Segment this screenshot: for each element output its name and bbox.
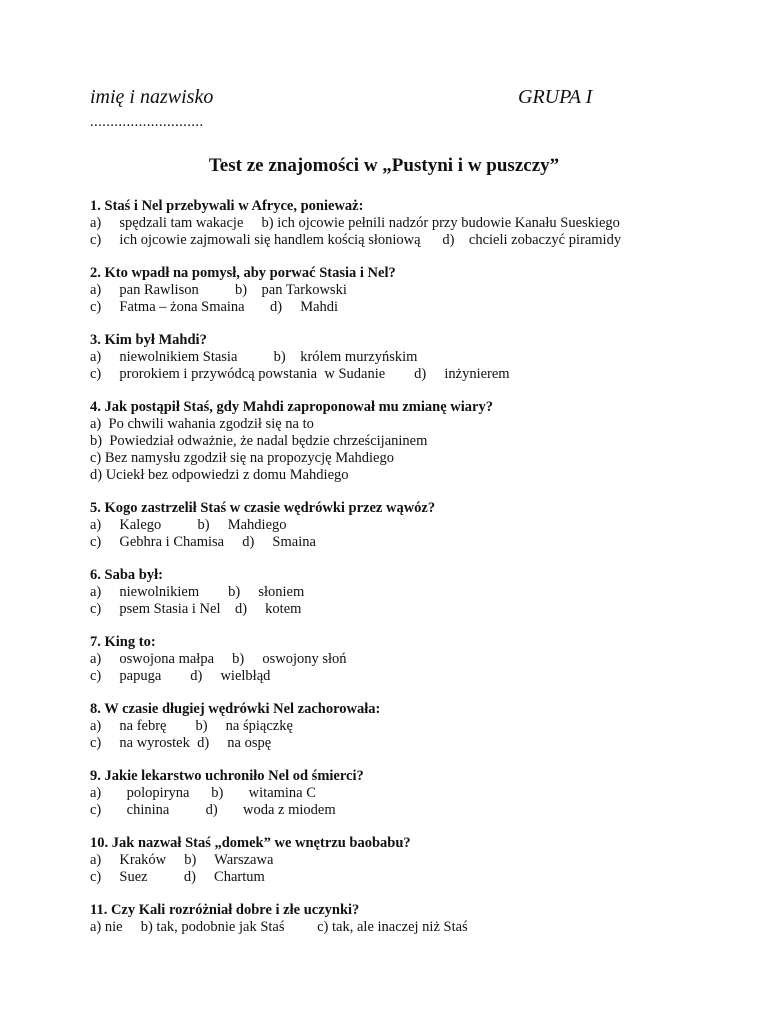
answer-line: a) Po chwili wahania zgodził się na to bbox=[90, 416, 314, 432]
answer-line: c) Gebhra i Chamisa d) Smaina bbox=[90, 534, 316, 550]
question-6 bbox=[90, 567, 730, 618]
answer-line: a) oswojona małpa b) oswojony słoń bbox=[90, 651, 347, 667]
question-text: 6. Saba był: bbox=[90, 567, 163, 583]
page-title: Test ze znajomości w „Pustyni i w puszczy” bbox=[208, 155, 560, 176]
question-text: 1. Staś i Nel przebywali w Afryce, ponieważ: bbox=[90, 198, 364, 214]
answer-line: c) psem Stasia i Nel d) kotem bbox=[90, 601, 302, 617]
group-label: GRUPA I bbox=[518, 86, 593, 108]
answer-line: a) na febrę b) na śpiączkę bbox=[90, 718, 293, 734]
question-text: 4. Jak postąpił Staś, gdy Mahdi zaproponował mu zmianę wiary? bbox=[90, 399, 493, 415]
answer-line: c) Bez namysłu zgodził się na propozycję Mahdiego bbox=[90, 450, 394, 466]
answer-line: c) na wyrostek d) na ospę bbox=[90, 735, 272, 751]
name-blank-line: ............................ bbox=[90, 114, 204, 130]
question-text: 7. King to: bbox=[90, 634, 156, 650]
question-text: 8. W czasie długiej wędrówki Nel zachorowała: bbox=[90, 701, 381, 717]
answer-line: b) Powiedział odważnie, że nadal będzie chrześcijaninem bbox=[90, 433, 428, 449]
question-text: 10. Jak nazwał Staś „domek” we wnętrzu baobabu? bbox=[90, 835, 411, 851]
question-4 bbox=[90, 399, 730, 484]
answer-line: a) Kraków b) Warszawa bbox=[90, 852, 274, 868]
answer-line: a) niewolnikiem b) słoniem bbox=[90, 584, 305, 600]
answer-line: c) chinina d) woda z miodem bbox=[90, 802, 336, 818]
answer-line: a) spędzali tam wakacje b) ich ojcowie pełnili nadzór przy budowie Kanału Sueskiego bbox=[90, 215, 620, 231]
question-2 bbox=[90, 265, 730, 316]
question-list bbox=[90, 198, 730, 952]
question-10 bbox=[90, 835, 730, 886]
question-11 bbox=[90, 902, 730, 936]
answer-line: a) Kalego b) Mahdiego bbox=[90, 517, 287, 533]
answer-line: a) niewolnikiem Stasia b) królem murzyńskim bbox=[90, 349, 418, 365]
question-1 bbox=[90, 198, 730, 249]
answer-line: a) pan Rawlison b) pan Tarkowski bbox=[90, 282, 347, 298]
question-7 bbox=[90, 634, 730, 685]
answer-line: c) Fatma – żona Smaina d) Mahdi bbox=[90, 299, 339, 315]
answer-line: c) ich ojcowie zajmowali się handlem kością słoniową d) chcieli zobaczyć piramidy bbox=[90, 232, 622, 248]
answer-line: c) prorokiem i przywódcą powstania w Sudanie d) inżynierem bbox=[90, 366, 510, 382]
question-5 bbox=[90, 500, 730, 551]
question-text: 5. Kogo zastrzelił Staś w czasie wędrówki przez wąwóz? bbox=[90, 500, 436, 516]
answer-line: a) polopiryna b) witamina C bbox=[90, 785, 316, 801]
question-text: 11. Czy Kali rozróżniał dobre i złe uczynki? bbox=[90, 902, 360, 918]
question-text: 3. Kim był Mahdi? bbox=[90, 332, 207, 348]
answer-line: c) papuga d) wielbłąd bbox=[90, 668, 271, 684]
name-label: imię i nazwisko bbox=[90, 86, 214, 108]
answer-line: c) Suez d) Chartum bbox=[90, 869, 265, 885]
question-3 bbox=[90, 332, 730, 383]
answer-line: a) nie b) tak, podobnie jak Staś c) tak, ale inaczej niż Staś bbox=[90, 919, 468, 935]
question-8 bbox=[90, 701, 730, 752]
question-text: 2. Kto wpadł na pomysł, aby porwać Stasia i Nel? bbox=[90, 265, 396, 281]
question-9 bbox=[90, 768, 730, 819]
question-text: 9. Jakie lekarstwo uchroniło Nel od śmierci? bbox=[90, 768, 364, 784]
answer-line: d) Uciekł bez odpowiedzi z domu Mahdiego bbox=[90, 467, 349, 483]
